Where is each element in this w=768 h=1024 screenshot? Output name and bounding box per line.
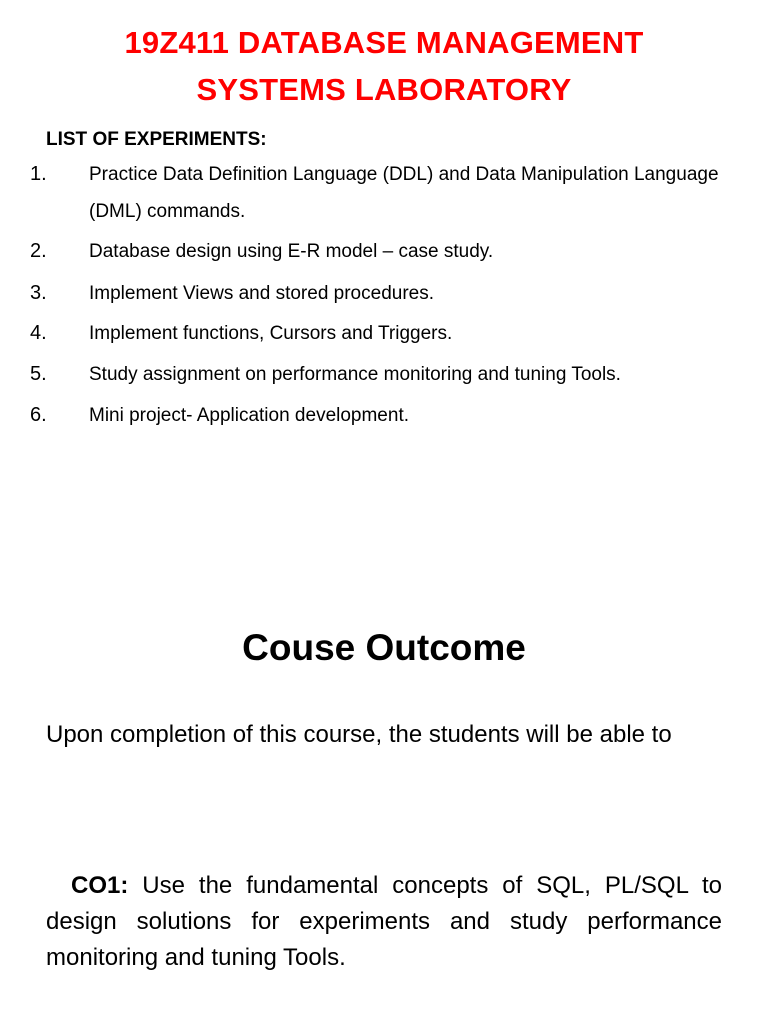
list-item-number: 3. bbox=[30, 282, 47, 304]
list-item-text: Study assignment on performance monitoring and tuning Tools. bbox=[89, 364, 621, 385]
course-outcome-co1 bbox=[46, 868, 722, 976]
outcome-heading: Couse Outcome bbox=[242, 627, 526, 668]
co1-text: Use the fundamental concepts of SQL, PL/SQL to design solutions for experiments and study performance monitoring and tuning Tools. bbox=[46, 872, 722, 971]
list-item-text: Database design using E-R model – case study. bbox=[89, 241, 494, 262]
page-title-line-1: 19Z411 DATABASE MANAGEMENT bbox=[124, 25, 644, 60]
list-item-number: 4. bbox=[30, 322, 47, 344]
list-item-text: Mini project- Application development. bbox=[89, 405, 410, 426]
list-item-text: Implement functions, Cursors and Triggers. bbox=[89, 323, 453, 344]
outcome-intro: Upon completion of this course, the students will be able to bbox=[46, 721, 672, 748]
list-item-number: 5. bbox=[30, 363, 47, 385]
list-item-number: 1. bbox=[30, 163, 47, 185]
experiments-heading: LIST OF EXPERIMENTS: bbox=[46, 129, 267, 150]
list-item-number: 6. bbox=[30, 404, 47, 426]
list-item-number: 2. bbox=[30, 240, 47, 262]
list-item-text: Implement Views and stored procedures. bbox=[89, 283, 434, 304]
list-item-text: Practice Data Definition Language (DDL) and Data Manipulation Language (DML) commands. bbox=[89, 164, 719, 222]
co1-label: CO1: bbox=[71, 872, 129, 899]
page-title-line-2: SYSTEMS LABORATORY bbox=[196, 72, 572, 107]
